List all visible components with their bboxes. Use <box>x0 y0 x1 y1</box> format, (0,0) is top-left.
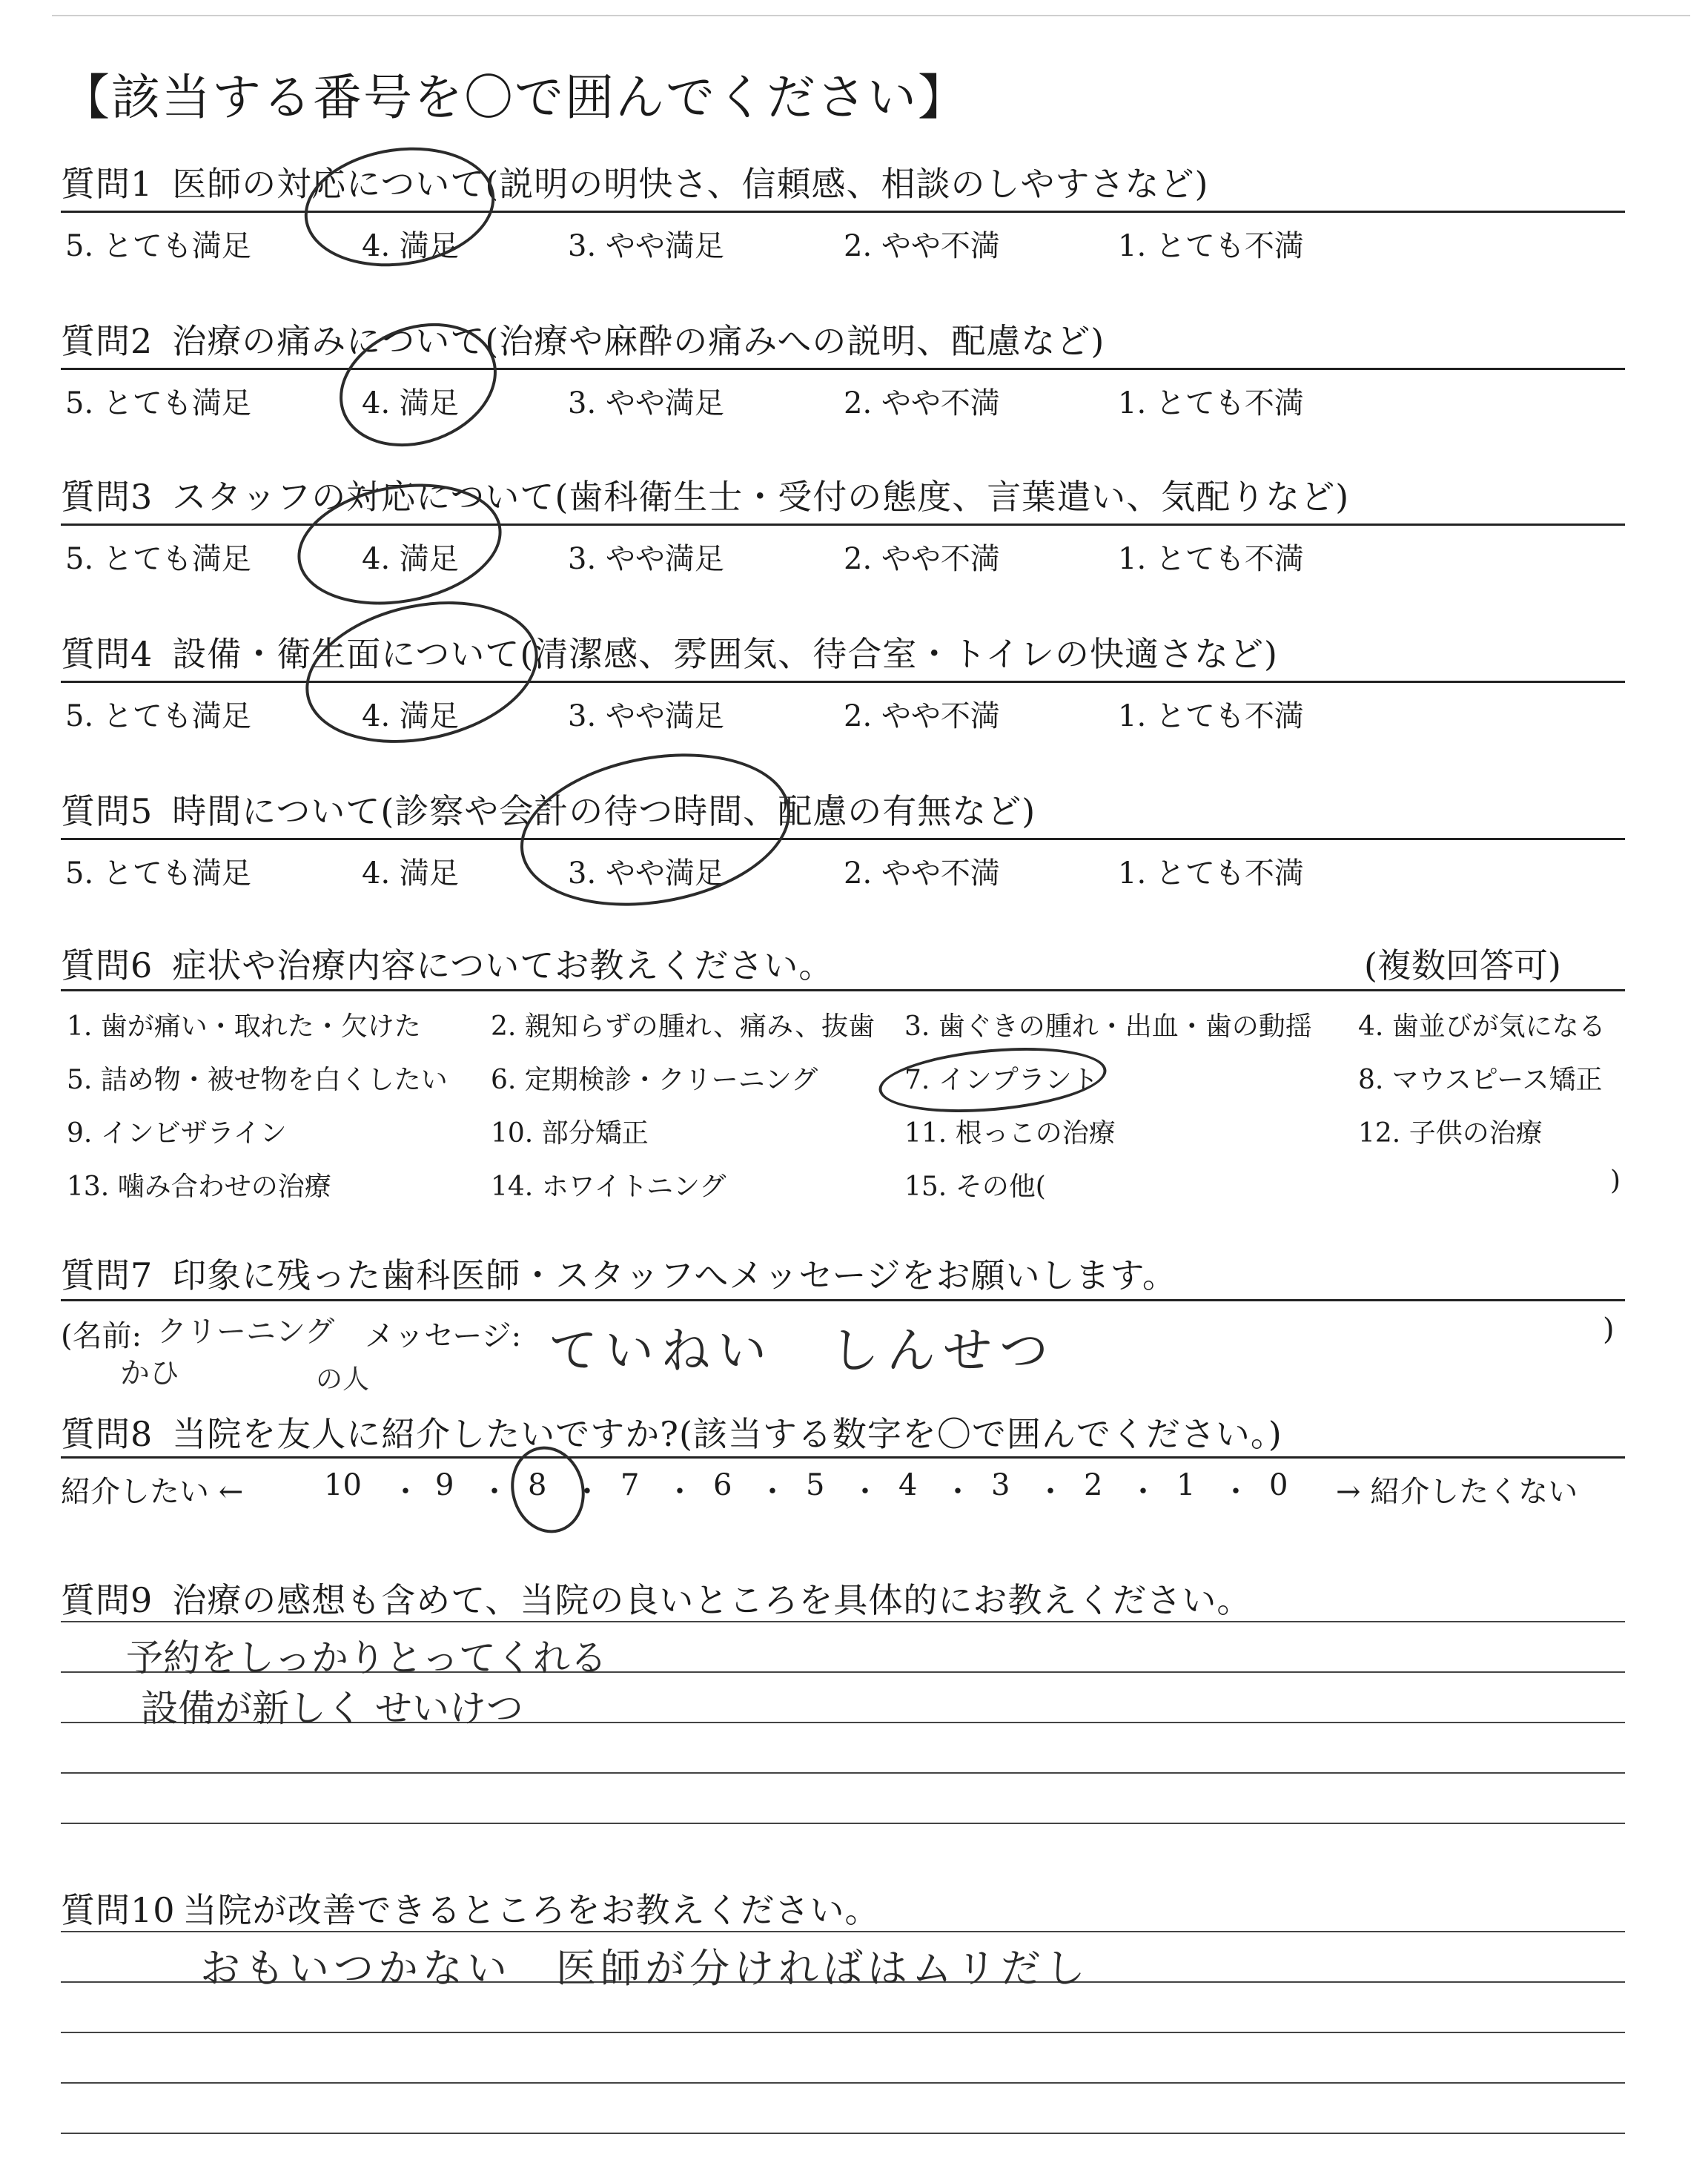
question-number: 質問2 <box>61 321 153 361</box>
scale-4[interactable]: 4 <box>898 1468 918 1502</box>
option-3[interactable]: 3. やや満足 <box>568 856 724 891</box>
handwritten-answer-q10: おもいつかない 医師が分ければはムリだし <box>200 1945 1090 1992</box>
handwritten-name-left: かひ <box>120 1356 179 1390</box>
question-text: スタッフの対応について(歯科衛生士・受付の態度、言葉遣い、気配りなど) <box>172 477 1350 517</box>
scan-edge-line <box>52 15 1690 16</box>
handwritten-answer-q9-line1: 予約をしっかりとってくれる <box>126 1636 607 1680</box>
scale-2[interactable]: 2 <box>1084 1468 1103 1502</box>
question-number: 質問10 <box>61 1890 176 1930</box>
question-title <box>61 1407 1282 1456</box>
q6-option-15[interactable]: 15. その他( <box>904 1172 1046 1202</box>
scale-dot: ・ <box>758 1475 787 1509</box>
option-1[interactable]: 1. とても不満 <box>1118 856 1304 891</box>
question-rule <box>61 211 1625 213</box>
question-text: 設備・衛生面について(清潔感、雰囲気、待合室・トイレの快適さなど) <box>172 634 1278 674</box>
question-4 <box>61 627 1278 676</box>
question-title <box>61 1249 1177 1298</box>
name-label: (名前: <box>61 1319 142 1353</box>
option-5[interactable]: 5. とても満足 <box>65 542 251 576</box>
question-title <box>61 1883 880 1932</box>
scale-dot: ・ <box>943 1475 973 1509</box>
question-number: 質問3 <box>61 477 153 517</box>
scale-1[interactable]: 1 <box>1176 1468 1196 1502</box>
message-label: メッセージ: <box>365 1319 522 1353</box>
question-number: 質問8 <box>61 1414 153 1454</box>
question-number: 質問7 <box>61 1255 153 1295</box>
question-number: 質問9 <box>61 1580 153 1620</box>
question-9 <box>61 1573 1251 1622</box>
question-3 <box>61 470 1349 519</box>
question-title <box>61 314 1105 363</box>
question-rule <box>61 989 1625 991</box>
option-3[interactable]: 3. やや満足 <box>568 542 724 576</box>
selection-circle-q4 <box>292 581 551 763</box>
question-title <box>61 939 833 988</box>
option-5[interactable]: 5. とても満足 <box>65 699 251 733</box>
handwritten-answer-q9-line2: 設備が新しく せいけつ <box>141 1687 523 1730</box>
scale-right-label: → 紹介したくない <box>1336 1475 1578 1509</box>
answer-line <box>61 1772 1625 1774</box>
q6-option-7[interactable]: 7. インプラント <box>904 1065 1099 1095</box>
answer-line <box>61 2082 1625 2084</box>
scale-dot: ・ <box>665 1475 695 1509</box>
option-4[interactable]: 4. 満足 <box>362 856 459 891</box>
question-text: 印象に残った歯科医師・スタッフへメッセージをお願いします。 <box>172 1255 1177 1295</box>
option-2[interactable]: 2. やや不満 <box>844 699 1000 733</box>
q6-option-11[interactable]: 11. 根っこの治療 <box>904 1118 1116 1149</box>
selection-circle-q6 <box>876 1040 1109 1121</box>
question-6 <box>61 939 833 988</box>
scale-5[interactable]: 5 <box>806 1468 825 1502</box>
option-2[interactable]: 2. やや不満 <box>844 386 1000 420</box>
q6-option-8[interactable]: 8. マウスピース矯正 <box>1358 1065 1603 1095</box>
option-1[interactable]: 1. とても不満 <box>1118 229 1304 263</box>
question-7 <box>61 1249 1177 1298</box>
scale-3[interactable]: 3 <box>991 1468 1010 1502</box>
q6-option-14[interactable]: 14. ホワイトニング <box>491 1172 726 1202</box>
option-5[interactable]: 5. とても満足 <box>65 386 251 420</box>
scale-10[interactable]: 10 <box>324 1468 362 1502</box>
question-title <box>61 157 1208 206</box>
scale-dot: ・ <box>480 1475 509 1509</box>
question-number: 質問6 <box>61 945 153 985</box>
q6-option-13[interactable]: 13. 噛み合わせの治療 <box>67 1172 331 1202</box>
scale-dot: ・ <box>1128 1475 1158 1509</box>
option-1[interactable]: 1. とても不満 <box>1118 542 1304 576</box>
scale-8[interactable]: 8 <box>528 1468 547 1502</box>
question-rule <box>61 838 1625 840</box>
q6-other-close-paren: ) <box>1610 1166 1621 1196</box>
q6-option-3[interactable]: 3. 歯ぐきの腫れ・出血・歯の動揺 <box>904 1011 1312 1042</box>
scale-6[interactable]: 6 <box>713 1468 732 1502</box>
question-number: 質問5 <box>61 791 153 831</box>
option-4[interactable]: 4. 満足 <box>362 229 459 263</box>
message-close-paren: ) <box>1603 1312 1615 1347</box>
question-text: 時間について(診察や会計の待つ時間、配慮の有無など) <box>172 791 1036 831</box>
scale-dot: ・ <box>850 1475 880 1509</box>
question-rule <box>61 1456 1625 1459</box>
question-number: 質問4 <box>61 634 153 674</box>
option-2[interactable]: 2. やや不満 <box>844 856 1000 891</box>
multiple-answer-note: (複数回答可) <box>1364 945 1561 985</box>
question-rule <box>61 368 1625 370</box>
answer-line <box>61 2032 1625 2033</box>
question-number: 質問1 <box>61 164 153 204</box>
option-4[interactable]: 4. 満足 <box>362 699 459 733</box>
option-4[interactable]: 4. 満足 <box>362 386 459 420</box>
scale-7[interactable]: 7 <box>620 1468 640 1502</box>
question-title <box>61 1573 1251 1622</box>
question-text: 治療の痛みについて(治療や麻酔の痛みへの説明、配慮など) <box>172 321 1105 361</box>
answer-line <box>61 2133 1625 2134</box>
question-title <box>61 627 1278 676</box>
q6-option-1[interactable]: 1. 歯が痛い・取れた・欠けた <box>67 1011 421 1042</box>
q6-option-5[interactable]: 5. 詰め物・被せ物を白くしたい <box>67 1065 448 1095</box>
question-text: 当院を友人に紹介したいですか?(該当する数字を〇で囲んでください。) <box>172 1414 1282 1454</box>
scale-left-label: 紹介したい ← <box>61 1475 244 1509</box>
scale-9[interactable]: 9 <box>435 1468 454 1502</box>
question-8 <box>61 1407 1282 1456</box>
q6-option-4[interactable]: 4. 歯並びが気になる <box>1358 1011 1606 1042</box>
scale-dot: ・ <box>572 1475 602 1509</box>
answer-line <box>61 1621 1625 1622</box>
selection-circle-q5 <box>509 734 803 926</box>
question-rule <box>61 524 1625 526</box>
question-1 <box>61 157 1208 206</box>
question-2 <box>61 314 1105 363</box>
option-4[interactable]: 4. 満足 <box>362 542 459 576</box>
q6-option-9[interactable]: 9. インビザライン <box>67 1118 287 1149</box>
scale-0[interactable]: 0 <box>1269 1468 1288 1502</box>
option-2[interactable]: 2. やや不満 <box>844 229 1000 263</box>
handwritten-name-sub: の人 <box>316 1364 370 1395</box>
scale-dot: ・ <box>391 1475 420 1509</box>
q6-option-12[interactable]: 12. 子供の治療 <box>1358 1118 1543 1149</box>
option-1[interactable]: 1. とても不満 <box>1118 699 1304 733</box>
option-3[interactable]: 3. やや満足 <box>568 386 724 420</box>
handwritten-name-top: クリーニング <box>157 1315 335 1349</box>
q6-option-10[interactable]: 10. 部分矯正 <box>491 1118 649 1149</box>
option-5[interactable]: 5. とても満足 <box>65 229 251 263</box>
option-2[interactable]: 2. やや不満 <box>844 542 1000 576</box>
scale-dot: ・ <box>1036 1475 1065 1509</box>
option-3[interactable]: 3. やや満足 <box>568 229 724 263</box>
option-3[interactable]: 3. やや満足 <box>568 699 724 733</box>
question-rule <box>61 681 1625 683</box>
question-text: 医師の対応について(説明の明快さ、信頼感、相談のしやすさなど) <box>172 164 1209 204</box>
option-5[interactable]: 5. とても満足 <box>65 856 251 891</box>
scale-dot: ・ <box>1221 1475 1251 1509</box>
handwritten-message: ていねい しんせつ <box>549 1322 1056 1379</box>
q6-option-2[interactable]: 2. 親知らずの腫れ、痛み、抜歯 <box>491 1011 875 1042</box>
question-text: 治療の感想も含めて、当院の良いところを具体的にお教えください。 <box>172 1580 1252 1620</box>
question-10 <box>61 1883 880 1932</box>
q6-option-6[interactable]: 6. 定期検診・クリーニング <box>491 1065 818 1095</box>
question-text: 当院が改善できるところをお教えください。 <box>182 1890 880 1930</box>
question-text: 症状や治療内容についてお教えください。 <box>172 945 834 985</box>
answer-line <box>61 1931 1625 1932</box>
option-1[interactable]: 1. とても不満 <box>1118 386 1304 420</box>
question-title <box>61 470 1349 519</box>
question-rule <box>61 1299 1625 1301</box>
page-title: 【該当する番号を〇で囲んでください】 <box>61 69 968 126</box>
answer-line <box>61 1823 1625 1824</box>
